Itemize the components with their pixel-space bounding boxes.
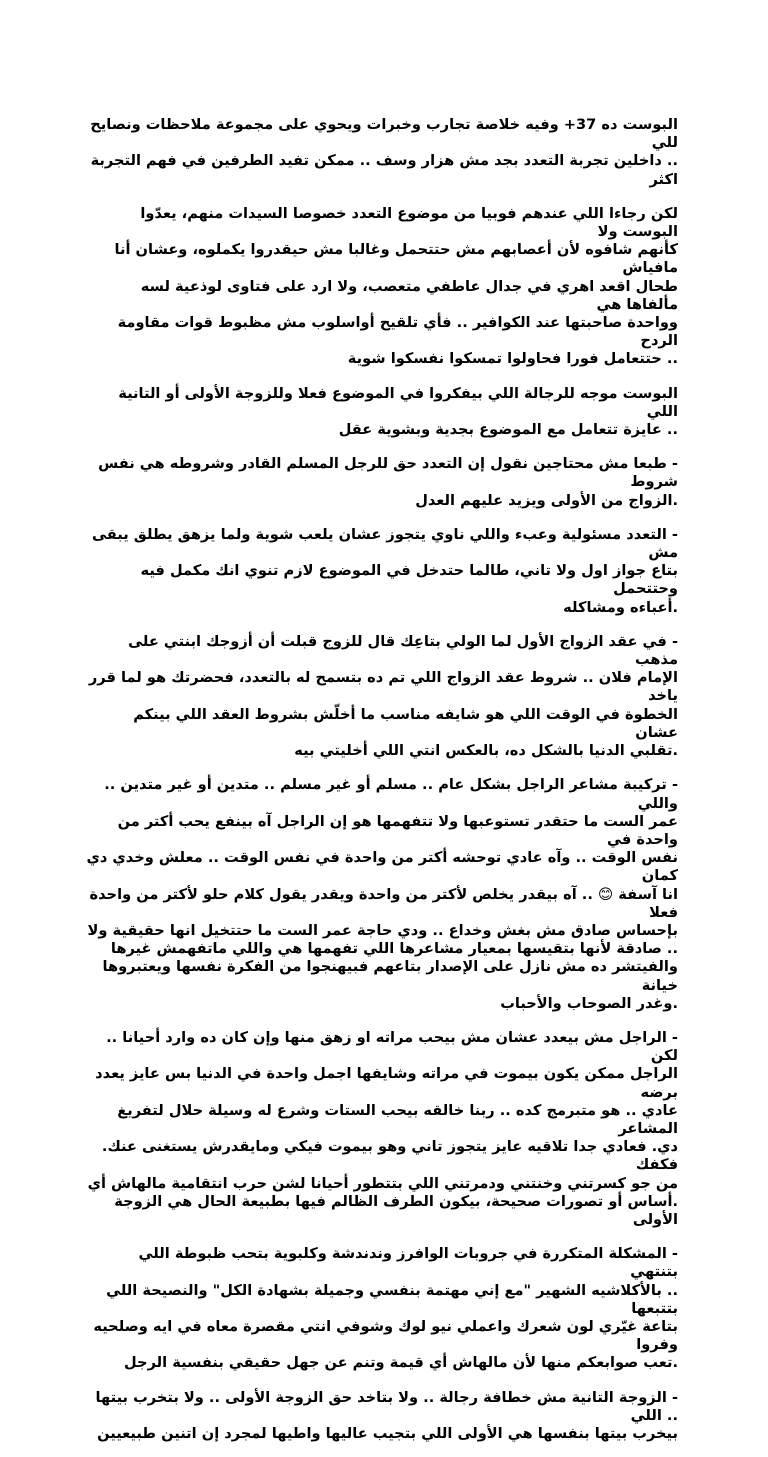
- paragraph-point-7: - الزوجة التانية مش خطافة رجالة .. ولا بتاخد حق الزوجة الأولى .. ولا بتخرب بيتها .. اللي بيخرب بيتها بنفسها هي الأولى اللي بتجيب عاليها واطيها لمجرد إن اتنين طبيعيين: [95, 1388, 678, 1442]
- paragraph-intro: البوست ده 37+ وفيه خلاصة تجارب وخبرات ويحوي على مجموعة ملاحظات ونصايح للي .. داخلين تجربة التعدد بجد مش هزار وسف .. ممكن تفيد الطرفين في فهم التجربة اكثر: [90, 116, 678, 188]
- paragraph-point-4: - تركيبة مشاعر الراجل بشكل عام .. مسلم أو غير مسلم .. متدين أو غير متدين .. واللي عمر الست ما حتقدر تستوعبها ولا تتفهمها هو إن الراجل آه بينفع يحب أكتر من واحدة في نفس الوقت .. وآه عادي توحشه أكتر من واحدة في نفس الوقت .. معلش وخدي دي كمان انا آسفة 😊 .. آه بيقدر يخلص لأكتر من واحدة ويقدر يقول كلام حلو لأكتر من واحدة فعلا بإحساس صادق مش بغش وخداع .. ودي حاجة عمر الست ما حتتخيل انها حقيقية ولا .. صادقة لأنها بتقيسها بمعيار مشاعرها اللي تفهمها هي واللي ماتفهمش غيرها والفيتشر ده مش نازل على الإصدار بتاعهم فبيهنجوا من الفكرة نفسها ويعتبروها خيانة .وغدر الصوحاب والأحباب: [86, 776, 678, 1012]
- document-body: [86, 116, 678, 1457]
- paragraph-point-1: - طبعا مش محتاجين نقول إن التعدد حق للرجل المسلم القادر وشروطه هي نفس شروط .الزواج من الأولى ويزيد عليهم العدل: [98, 455, 678, 509]
- paragraph-point-3: - في عقد الزواج الأول لما الولي بتاعِك قال للزوج قبلت أن أزوجك ابنتي على مذهب الإمام فلان .. شروط عقد الزواج اللي تم ده بتسمح له بالتعدد، فحضرتك هو لما قرر ياخد الخطوة في الوقت اللي هو شايفه مناسب ما أخلّش بشروط العقد اللي بينكم عشان .تقلبي الدنيا بالشكل ده، بالعكس انتي اللي أخليتي بيه: [88, 632, 678, 760]
- paragraph-point-2: - التعدد مسئولية وعبء واللي ناوي يتجوز عشان يلعب شوية ولما يزهق يطلق يبقى مش بتاع جواز اول ولا تاني، طالما حتدخل في الموضوع لازم تنوي انك مكمل فيه وحتتحمل .أعباءه ومشاكله: [92, 525, 678, 616]
- paragraph-point-5: - الراجل مش بيعدد عشان مش بيحب مراته او زهق منها وإن كان ده وارد أحيانا .. لكن الراجل ممكن يكون بيموت في مراته وشايفها اجمل واحدة في الدنيا بس عايز يعدد برضه عادي .. هو متبرمج كده .. ربنا خالقه بيحب الستات وشرع له وسيلة حلال لتفريغ المشاعر دي. فعادي جدا تلاقيه عايز يتجوز تاني وهو بيموت فيكي ومايقدرش يستغنى عنك. فكفك من جو كسرتني وخنتني ودمرتني اللي بتتطور أحيانا لشن حرب انتقامية مالهاش أي .أساس أو تصورات صحيحة، بيكون الطرف الظالم فيها بطبيعة الحال هي الزوجة الأولى: [87, 1028, 678, 1228]
- paragraph-warning: لكن رجاءا اللي عندهم فوبيا من موضوع التعدد خصوصا السيدات منهم، يعدّوا البوست ولا كأنهم شافوه لأن أعصابهم مش حتتحمل وغالبا مش حيقدروا يكملوه، وعشان أنا مافياش طحال اقعد اهري في جدال عاطفي متعصب، ولا ارد على فتاوى لوذعية لسه مألفاها هي وواحدة صاحبتها عند الكوافير .. فأي تلقيح أواسلوب مش مظبوط قوات مقاومة الردح .. حتتعامل فورا فحاولوا تمسكوا نفسكوا شوية: [114, 204, 678, 368]
- paragraph-audience: البوست موجه للرجالة اللي بيفكروا في الموضوع فعلا وللزوجة الأولى أو التانية اللي .. عايزة تتعامل مع الموضوع بجدية وبشوية عقل: [118, 384, 678, 439]
- paragraph-point-6: - المشكلة المتكررة في جروبات الوافرز وندندشة وكلبوية بتحب ظبوطة اللي بتنتهي .. بالأكلاشيه الشهير "مع إني مهتمة بنفسي وجميلة بشهادة الكل" والنصيحة اللي بتتبعها بتاعة غيّري لون شعرك واعملي نيو لوك وشوفي انتي مقصرة معاه في ايه وصلحيه وفروا .تعب صوابعكم منها لأن مالهاش أي قيمة وتنم عن جهل حقيقي بنفسية الرجل: [93, 1245, 678, 1372]
